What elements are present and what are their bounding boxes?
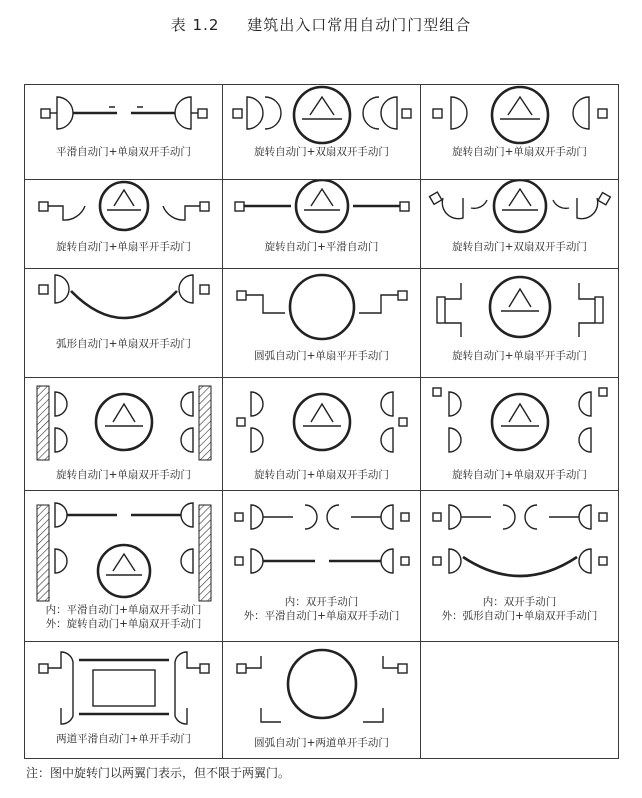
cell-caption: 圆弧自动门+单扇平开手动门	[254, 350, 389, 362]
caption-line-outer: 外：弧形自动门+单扇双开手动门	[441, 610, 598, 622]
cell-1	[25, 85, 223, 180]
cell-caption: 圆弧自动门+两道单开手动门	[254, 737, 389, 749]
cell-13	[25, 491, 223, 642]
cell-17	[223, 642, 421, 759]
door-plan-diagram	[423, 269, 617, 349]
door-plan-diagram	[423, 378, 617, 464]
door-plan-diagram	[27, 85, 221, 149]
door-plan-diagram	[225, 378, 419, 464]
cell-caption: 旋转自动门+单扇双开手动门	[56, 469, 191, 481]
door-plan-diagram	[225, 85, 419, 149]
door-combination-table	[24, 84, 619, 759]
door-plan-diagram	[225, 180, 419, 244]
cell-caption	[421, 595, 618, 623]
door-plan-diagram	[423, 180, 617, 244]
cell-2	[223, 85, 421, 180]
cell-caption: 旋转自动门+双扇双开手动门	[452, 241, 587, 253]
cell-caption: 旋转自动门+平滑自动门	[264, 241, 379, 253]
cell-9	[421, 269, 619, 378]
footnote: 注：图中旋转门以两翼门表示，但不限于两翼门。	[26, 766, 291, 780]
door-plan-diagram	[27, 491, 221, 603]
cell-caption: 旋转自动门+单扇双开手动门	[452, 146, 587, 158]
cell-caption: 旋转自动门+单扇双开手动门	[254, 469, 389, 481]
table-title	[0, 14, 642, 35]
cell-11	[223, 378, 421, 491]
door-plan-diagram	[225, 269, 419, 349]
cell-14	[223, 491, 421, 642]
door-plan-diagram	[225, 491, 419, 591]
cell-12	[421, 378, 619, 491]
cell-4	[25, 180, 223, 269]
door-plan-diagram	[423, 491, 617, 591]
cell-8	[223, 269, 421, 378]
cell-15	[421, 491, 619, 642]
table-caption: 建筑出入口常用自动门门型组合	[247, 16, 472, 34]
cell-18-empty	[421, 642, 619, 759]
caption-line-inner: 内：双开手动门	[482, 596, 557, 608]
door-plan-diagram	[27, 180, 221, 244]
cell-caption	[25, 603, 222, 631]
cell-caption: 平滑自动门+单扇双开手动门	[56, 146, 191, 158]
table-number: 表 1.2	[170, 16, 220, 34]
door-plan-diagram	[225, 642, 419, 732]
cell-5	[223, 180, 421, 269]
cell-caption: 弧形自动门+单扇双开手动门	[56, 338, 191, 350]
cell-caption: 旋转自动门+单扇平开手动门	[56, 241, 191, 253]
door-plan-diagram	[423, 85, 617, 149]
cell-10	[25, 378, 223, 491]
caption-line-inner: 内：双开手动门	[284, 596, 359, 608]
cell-3	[421, 85, 619, 180]
door-plan-diagram	[27, 378, 221, 464]
cell-caption: 旋转自动门+单扇平开手动门	[452, 350, 587, 362]
caption-line-inner: 内：平滑自动门+单扇双开手动门	[45, 604, 202, 616]
caption-line-outer: 外：平滑自动门+单扇双开手动门	[243, 610, 400, 622]
cell-7	[25, 269, 223, 378]
caption-line-outer: 外：旋转自动门+单扇双开手动门	[45, 618, 202, 630]
door-plan-diagram	[27, 269, 221, 339]
cell-16	[25, 642, 223, 759]
cell-6	[421, 180, 619, 269]
cell-caption: 旋转自动门+双扇双开手动门	[254, 146, 389, 158]
door-plan-diagram	[27, 642, 221, 730]
cell-caption: 旋转自动门+单扇双开手动门	[452, 469, 587, 481]
cell-caption: 两道平滑自动门+单开手动门	[56, 733, 191, 745]
cell-caption	[223, 595, 420, 623]
